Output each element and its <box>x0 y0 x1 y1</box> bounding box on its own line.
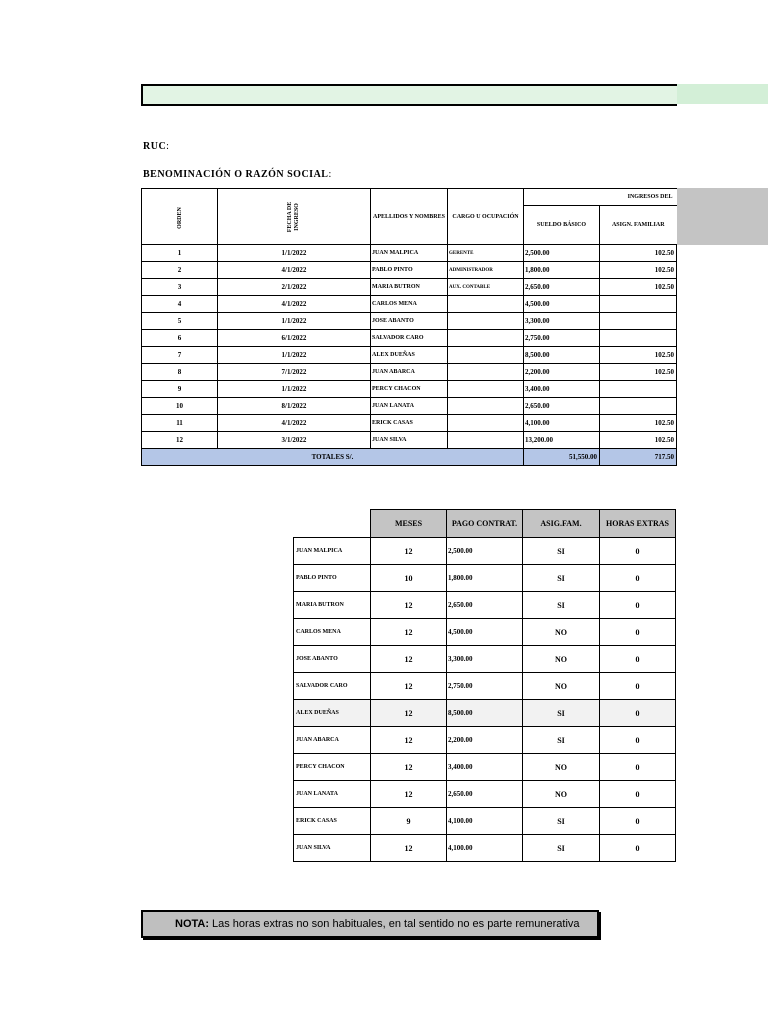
row-asig: NO <box>523 619 600 646</box>
row-asign <box>600 398 677 415</box>
row-sueldo: 4,500.00 <box>524 296 600 313</box>
row-fecha: 7/1/2022 <box>218 364 371 381</box>
table-row <box>294 754 676 781</box>
nota-prefix: NOTA: <box>175 918 210 930</box>
row-sueldo: 8,500.00 <box>524 347 600 364</box>
title-bar <box>141 84 677 106</box>
table-row <box>294 727 676 754</box>
row-meses: 12 <box>371 700 447 727</box>
denominacion-label: BENOMINACIÓN O RAZÓN SOCIAL: <box>143 169 332 180</box>
row-nombre: PABLO PINTO <box>371 262 448 279</box>
row-horas: 0 <box>600 754 676 781</box>
row-asig: NO <box>523 673 600 700</box>
row-orden: 7 <box>142 347 218 364</box>
row-asign: 102.50 <box>600 279 677 296</box>
row-asig: SI <box>523 835 600 862</box>
row-orden: 9 <box>142 381 218 398</box>
row-fecha: 4/1/2022 <box>218 415 371 432</box>
row-nombre: PERCY CHACON <box>294 754 371 781</box>
row-asign: 102.50 <box>600 432 677 449</box>
row-sueldo: 2,200.00 <box>524 364 600 381</box>
row-asig: NO <box>523 781 600 808</box>
row-asign: 102.50 <box>600 347 677 364</box>
row-asign <box>600 313 677 330</box>
table-row <box>294 565 676 592</box>
row-asign: 102.50 <box>600 415 677 432</box>
row-fecha: 1/1/2022 <box>218 313 371 330</box>
header-orden: ORDEN <box>142 189 218 245</box>
row-cargo <box>448 398 524 415</box>
row-meses: 9 <box>371 808 447 835</box>
row-asign: 102.50 <box>600 262 677 279</box>
row-pago: 2,750.00 <box>447 673 523 700</box>
table-row <box>294 781 676 808</box>
table-row <box>142 398 677 415</box>
header-ingresos: INGRESOS DEL <box>524 189 677 206</box>
row-asig: NO <box>523 646 600 673</box>
row-nombre: MARIA BUTRON <box>294 592 371 619</box>
row-pago: 2,200.00 <box>447 727 523 754</box>
row-pago: 2,650.00 <box>447 592 523 619</box>
table-row <box>294 808 676 835</box>
header-extension <box>677 188 768 245</box>
row-fecha: 8/1/2022 <box>218 398 371 415</box>
row-fecha: 4/1/2022 <box>218 262 371 279</box>
row-cargo <box>448 313 524 330</box>
row-meses: 12 <box>371 673 447 700</box>
row-meses: 12 <box>371 619 447 646</box>
title-bar-extension <box>677 84 768 104</box>
table-row <box>142 262 677 279</box>
header-horas: HORAS EXTRAS <box>600 510 676 538</box>
row-asign: 102.50 <box>600 245 677 262</box>
row-fecha: 1/1/2022 <box>218 347 371 364</box>
table-row <box>142 432 677 449</box>
row-orden: 8 <box>142 364 218 381</box>
table-row <box>142 381 677 398</box>
totals-sueldo: 51,550.00 <box>524 449 600 466</box>
row-nombre: JUAN ABARCA <box>294 727 371 754</box>
row-asig: SI <box>523 808 600 835</box>
row-sueldo: 2,650.00 <box>524 279 600 296</box>
row-orden: 5 <box>142 313 218 330</box>
row-fecha: 3/1/2022 <box>218 432 371 449</box>
row-nombre: PERCY CHACON <box>371 381 448 398</box>
row-cargo: GERENTE <box>448 245 524 262</box>
nota-text: Las horas extras no son habituales, en tal sentido no es parte remunerativa <box>212 918 580 930</box>
table-row <box>142 415 677 432</box>
row-asign: 102.50 <box>600 364 677 381</box>
nota-box <box>141 910 599 938</box>
row-asig: SI <box>523 592 600 619</box>
row-sueldo: 2,750.00 <box>524 330 600 347</box>
row-orden: 10 <box>142 398 218 415</box>
row-cargo <box>448 364 524 381</box>
row-nombre: JUAN MALPICA <box>294 538 371 565</box>
row-nombre: PABLO PINTO <box>294 565 371 592</box>
table-row <box>142 364 677 381</box>
row-nombre: JUAN MALPICA <box>371 245 448 262</box>
row-nombre: JOSE ABANTO <box>294 646 371 673</box>
row-pago: 3,300.00 <box>447 646 523 673</box>
totals-asign: 717.50 <box>600 449 677 466</box>
table-row <box>142 330 677 347</box>
row-cargo <box>448 330 524 347</box>
row-pago: 8,500.00 <box>447 700 523 727</box>
row-asig: SI <box>523 565 600 592</box>
row-pago: 4,100.00 <box>447 808 523 835</box>
row-nombre: CARLOS MENA <box>294 619 371 646</box>
row-horas: 0 <box>600 646 676 673</box>
row-horas: 0 <box>600 565 676 592</box>
header-meses: MESES <box>371 510 447 538</box>
row-cargo: AUX. CONTABLE <box>448 279 524 296</box>
totals-label: TOTALES S/. <box>142 449 524 466</box>
table-row <box>294 538 676 565</box>
row-asign <box>600 381 677 398</box>
row-orden: 1 <box>142 245 218 262</box>
table-row <box>294 646 676 673</box>
row-fecha: 6/1/2022 <box>218 330 371 347</box>
row-nombre: MARIA BUTRON <box>371 279 448 296</box>
row-meses: 12 <box>371 646 447 673</box>
row-sueldo: 1,800.00 <box>524 262 600 279</box>
row-meses: 12 <box>371 835 447 862</box>
row-pago: 4,100.00 <box>447 835 523 862</box>
row-nombre: SALVADOR CARO <box>371 330 448 347</box>
row-sueldo: 3,400.00 <box>524 381 600 398</box>
row-asign <box>600 330 677 347</box>
row-sueldo: 13,200.00 <box>524 432 600 449</box>
table-row <box>294 673 676 700</box>
row-nombre: ERICK CASAS <box>371 415 448 432</box>
row-nombre: JUAN ABARCA <box>371 364 448 381</box>
row-pago: 3,400.00 <box>447 754 523 781</box>
row-fecha: 1/1/2022 <box>218 245 371 262</box>
row-meses: 12 <box>371 781 447 808</box>
row-pago: 4,500.00 <box>447 619 523 646</box>
row-nombre: ERICK CASAS <box>294 808 371 835</box>
row-sueldo: 3,300.00 <box>524 313 600 330</box>
row-fecha: 2/1/2022 <box>218 279 371 296</box>
row-horas: 0 <box>600 592 676 619</box>
table-row <box>142 313 677 330</box>
row-sueldo: 2,500.00 <box>524 245 600 262</box>
row-horas: 0 <box>600 835 676 862</box>
row-asig: SI <box>523 538 600 565</box>
row-cargo: ADMINISTRADOR <box>448 262 524 279</box>
row-orden: 4 <box>142 296 218 313</box>
row-horas: 0 <box>600 727 676 754</box>
row-nombre: JOSE ABANTO <box>371 313 448 330</box>
row-cargo <box>448 432 524 449</box>
row-horas: 0 <box>600 673 676 700</box>
row-sueldo: 2,650.00 <box>524 398 600 415</box>
row-meses: 12 <box>371 754 447 781</box>
row-nombre: CARLOS MENA <box>371 296 448 313</box>
table-row <box>294 619 676 646</box>
row-asign <box>600 296 677 313</box>
header-blank <box>294 510 371 538</box>
table-row <box>142 296 677 313</box>
row-asig: NO <box>523 754 600 781</box>
row-cargo <box>448 347 524 364</box>
payroll-table <box>141 188 677 466</box>
row-nombre: JUAN LANATA <box>371 398 448 415</box>
row-sueldo: 4,100.00 <box>524 415 600 432</box>
header-asig: ASIG.FAM. <box>523 510 600 538</box>
row-orden: 2 <box>142 262 218 279</box>
row-nombre: SALVADOR CARO <box>294 673 371 700</box>
contract-table <box>293 509 676 862</box>
row-orden: 12 <box>142 432 218 449</box>
header-apellidos: APELLIDOS Y NOMBRES <box>371 189 448 245</box>
table-row <box>294 835 676 862</box>
totals-row <box>142 449 677 466</box>
table-row <box>142 245 677 262</box>
row-pago: 1,800.00 <box>447 565 523 592</box>
header-pago: PAGO CONTRAT. <box>447 510 523 538</box>
header-cargo: CARGO U OCUPACIÓN <box>448 189 524 245</box>
table-row <box>142 347 677 364</box>
row-cargo <box>448 381 524 398</box>
row-meses: 12 <box>371 592 447 619</box>
ruc-label: RUC: <box>143 141 170 152</box>
row-nombre: JUAN LANATA <box>294 781 371 808</box>
row-orden: 6 <box>142 330 218 347</box>
row-asig: SI <box>523 727 600 754</box>
row-horas: 0 <box>600 619 676 646</box>
row-asig: SI <box>523 700 600 727</box>
header-sueldo: SUELDO BÁSICO <box>524 206 600 245</box>
row-meses: 10 <box>371 565 447 592</box>
row-orden: 3 <box>142 279 218 296</box>
table-row <box>142 279 677 296</box>
row-nombre: JUAN SILVA <box>294 835 371 862</box>
header-asign: ASIGN. FAMILIAR <box>600 206 677 245</box>
row-fecha: 1/1/2022 <box>218 381 371 398</box>
row-nombre: ALEX DUEÑAS <box>371 347 448 364</box>
row-meses: 12 <box>371 538 447 565</box>
row-pago: 2,500.00 <box>447 538 523 565</box>
row-pago: 2,650.00 <box>447 781 523 808</box>
table-row <box>294 700 676 727</box>
row-meses: 12 <box>371 727 447 754</box>
row-nombre: JUAN SILVA <box>371 432 448 449</box>
row-nombre: ALEX DUEÑAS <box>294 700 371 727</box>
row-orden: 11 <box>142 415 218 432</box>
row-cargo <box>448 415 524 432</box>
header-fecha: FECHA DE INGRESO <box>218 189 371 245</box>
row-cargo <box>448 296 524 313</box>
row-horas: 0 <box>600 538 676 565</box>
row-horas: 0 <box>600 808 676 835</box>
row-horas: 0 <box>600 781 676 808</box>
table-row <box>294 592 676 619</box>
row-horas: 0 <box>600 700 676 727</box>
row-fecha: 4/1/2022 <box>218 296 371 313</box>
